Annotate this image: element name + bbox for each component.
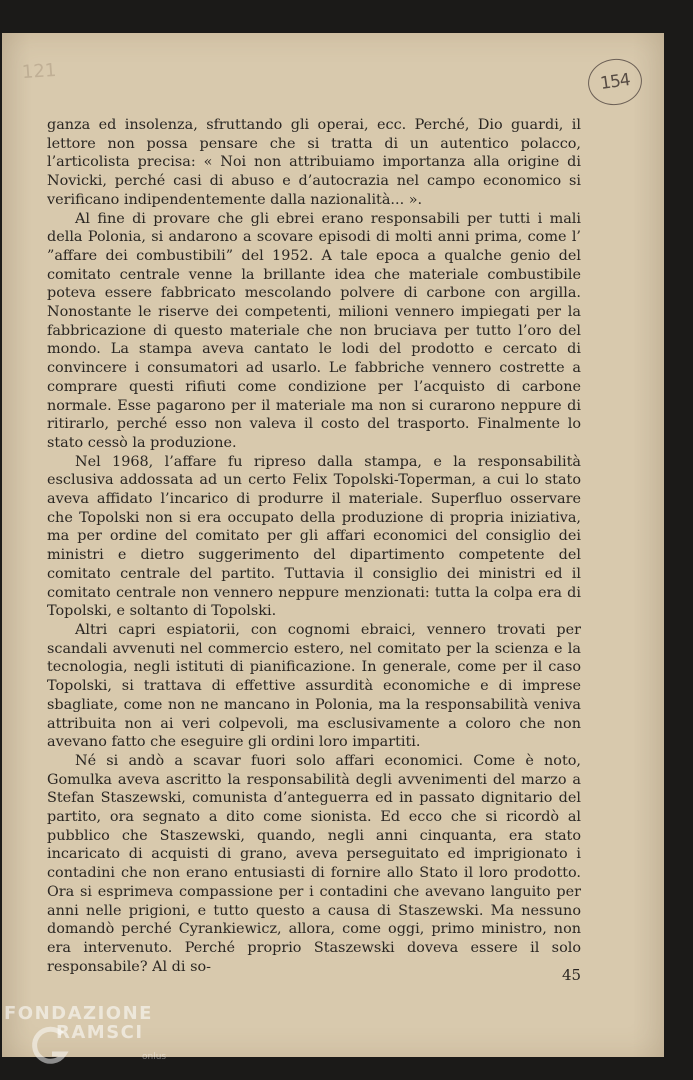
paragraph-4: Altri capri espiatorii, con cognomi ebraici, vennero trovati per scandali avvenuti nel commercio estero, nel comitato per la scienza e la tecnologia, negli istituti di pianificazione. In generale, come per il caso Topolski, si trattava di effettive assurdità economiche e di imprese sbagliate, come non ne mancano in Polonia, ma la responsabilità veniva attribuita non ai veri colpevoli, ma esclusivamente a coloro che non avevano fatto che eseguire gli ordini loro impartiti. — [47, 621, 581, 751]
paragraph-5: Né si andò a scavar fuori solo affari economici. Come è noto, Gomulka aveva ascritto la responsabilità degli avvenimenti del marzo a Stefan Staszewski, comunista d’anteguerra ed in passato dignitario del partito, ora segnato a dito come sionista. Ed ecco che si ricordò al pubblico che Staszewski, quando, negli anni cinquanta, era stato incaricato di acquisti di grano, aveva perseguitato ed imprigionato i contadini che non erano entusiasti di fornire allo Stato il loro prodotto. Ora si esprimeva compassione per i contadini che avevano languito per anni nelle prigioni, e tutto questo a causa di Staszewski. Ma nessuno domandò perché Cyrankiewicz, allora, come oggi, primo ministro, non era intervenuto. Perché proprio Staszewski doveva essere il solo responsabile? Al di so- — [47, 752, 581, 975]
paragraph-2: Al fine di provare che gli ebrei erano responsabili per tutti i mali della Polonia, si andarono a scovare episodi di molti anni prima, come l’ ”affare dei combustibili” del 1952. A tale epoca a qualche genio del comitato centrale venne la brillante idea che materiale combustibile poteva essere fabbricato mescolando polvere di carbone con argilla. Nonostante le riserve dei competenti, milioni vennero impiegati per la fabbricazione di questo materiale che non bruciava per tutto l’oro del mondo. La stampa aveva cantato le lodi del prodotto e cercato di convincere i consumatori ad usarlo. Le fabbriche vennero costrette a comprare questi rifiuti come condizione per l’acquisto di carbone normale. Esse pagarono per il materiale ma non si curarono neppure di ritirarlo, perché esso non valeva il costo del trasporto. Finalmente lo stato cessò la produzione. — [47, 210, 581, 451]
faded-pencil-mark: 121 — [21, 59, 58, 84]
paragraph-3: Nel 1968, l’affare fu ripreso dalla stampa, e la responsabilità esclusiva addossata ad un certo Felix Topolski-Toperman, a cui lo stato aveva affidato l’incarico di produrre il materiale. Superfluo osservare che Topolski non si era occupato della produzione di propria iniziativa, ma per ordine del comitato per gli affari economici del consiglio dei ministri e dietro suggerimento del dipartimento competente del comitato centrale del partito. Tuttavia il consiglio dei ministri ed il comitato centrale non vennero neppure menzionati: tutta la colpa era di Topolski, e soltanto di Topolski. — [47, 453, 581, 620]
archive-number-stamp: 154 — [585, 55, 645, 108]
body-text — [47, 116, 581, 976]
paragraph-1: ganza ed insolenza, sfruttando gli operai, ecc. Perché, Dio guardi, il lettore non possa pensare che si tratta di un autentico polacco, l’articolista precisa: « Noi non attribuiamo importanza alla origine di Novicki, perché casi di abuso e d’autocrazia nel campo economico si verificano indipendentemente dalla nazionalità... ». — [47, 117, 581, 208]
watermark-line-1: FONDAZIONE — [4, 1003, 153, 1024]
document-page — [2, 33, 664, 1057]
watermark-line-3: onlus — [142, 1052, 167, 1062]
page-number: 45 — [562, 966, 582, 984]
watermark-line-2: RAMSCI — [56, 1022, 144, 1043]
